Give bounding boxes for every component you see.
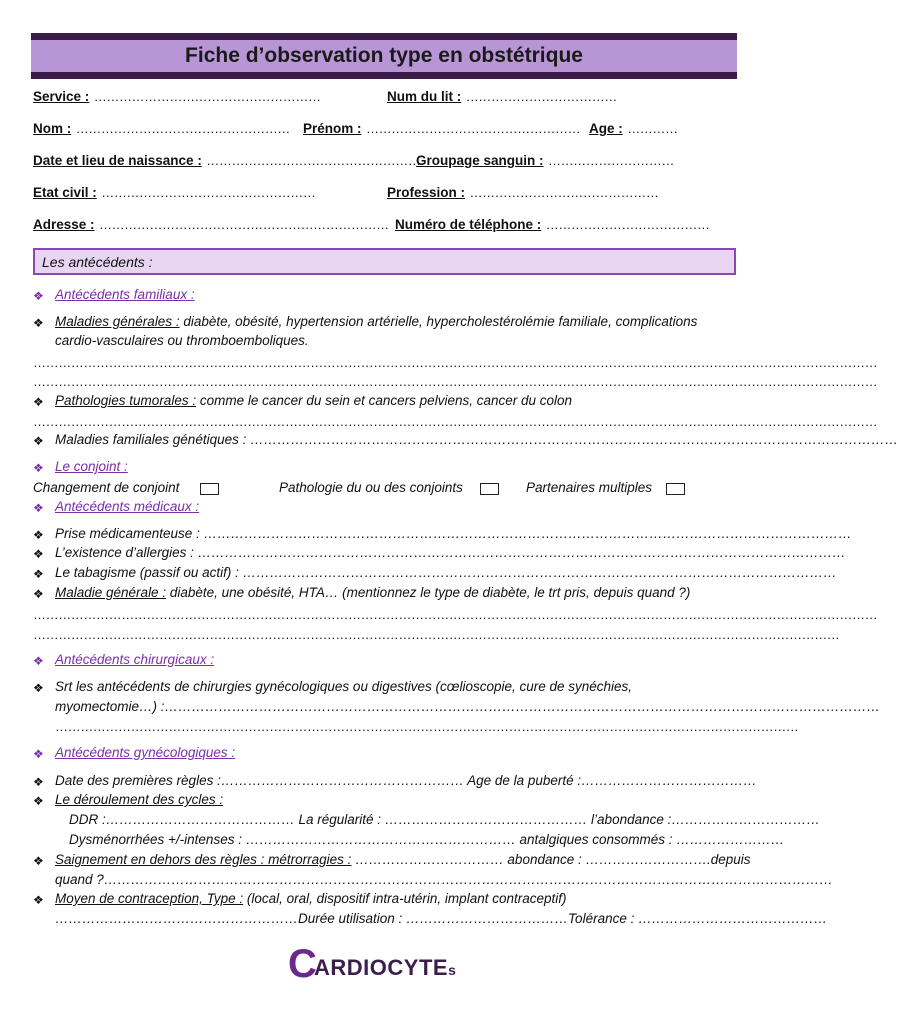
conjoint-pathologie-checkbox[interactable]	[480, 483, 499, 495]
chirurgicaux-text-2[interactable]: myomectomie…) :……………………………………………………………………………………………………………………………………………	[55, 699, 881, 714]
telephone-label: Numéro de téléphone :	[395, 217, 542, 232]
groupage-field[interactable]	[416, 152, 674, 170]
prenom-label: Prénom :	[303, 121, 362, 136]
contraception-text-2[interactable]: ………………………………………………Durée utilisation : ………………………………Tolérance : ……………………………………	[55, 911, 828, 926]
diamond-bullet-icon: ❖	[33, 654, 44, 668]
maladies-generales-text2: cardio-vasculaires ou thromboemboliques.	[55, 333, 309, 348]
diamond-bullet-icon: ❖	[33, 681, 44, 695]
naissance-field[interactable]	[33, 152, 420, 170]
naissance-dots: ……………………………………………	[206, 153, 421, 168]
page-title: Fiche d’observation type en obstétrique	[185, 44, 583, 67]
logo-wordmark-s: s	[448, 962, 457, 978]
maladies-generales-text: diabète, obésité, hypertension artérielle, hypercholestérolémie familiale, complications	[179, 314, 698, 329]
conjoint-option-1-label: Changement de conjoint	[33, 480, 180, 495]
profession-dots: ………………………………………	[469, 185, 659, 200]
age-dots: …………	[627, 121, 678, 136]
maladie-generale-text: diabète, une obésité, HTA… (mentionnez le type de diabète, le trt pris, depuis quand ?)	[166, 585, 691, 600]
maladies-generales-line	[55, 314, 697, 329]
title-bar-bottom	[31, 72, 737, 79]
profession-field[interactable]	[387, 184, 658, 202]
etat-civil-dots: ……………………………………………	[101, 185, 316, 200]
saignement-line[interactable]	[55, 852, 751, 867]
diamond-bullet-icon: ❖	[33, 461, 44, 475]
maladie-generale-label: Maladie générale :	[55, 585, 167, 600]
medicaux-dots-line-1[interactable]: …………………………………………………………………………………………………………………………………………………………………………………	[33, 607, 878, 622]
conjoint-change-checkbox[interactable]	[200, 483, 219, 495]
pathologies-tumorales-text: comme le cancer du sein et cancers pelviens, cancer du colon	[196, 393, 573, 408]
conjoint-title: Le conjoint :	[55, 459, 128, 474]
ddr-line[interactable]: DDR :…………………………………… La régularité : ……………………………………… l’abondance :……………………………	[69, 812, 820, 827]
adresse-field[interactable]	[33, 216, 389, 234]
tabagisme-line[interactable]: Le tabagisme (passif ou actif) : ……………………………………………………………………………………………………………………	[55, 565, 837, 580]
service-field[interactable]	[33, 88, 321, 106]
medicaux-title: Antécédents médicaux :	[55, 499, 200, 514]
pathologies-tumorales-label: Pathologies tumorales :	[55, 393, 197, 408]
diamond-bullet-icon: ❖	[33, 434, 44, 448]
telephone-field[interactable]	[395, 216, 710, 234]
antecedents-header	[33, 248, 736, 275]
allergies-line[interactable]: L’existence d’allergies : ………………………………………………………………………………………………………………………………	[55, 545, 846, 560]
logo-letter-c: C	[288, 942, 317, 986]
diamond-bullet-icon: ❖	[33, 395, 44, 409]
cycles-label: Le déroulement des cycles :	[55, 792, 224, 807]
saignement-label: Saignement en dehors des règles : métrorragies :	[55, 852, 352, 867]
pathologies-tumorales-line	[55, 393, 572, 408]
premieres-regles-line[interactable]: Date des premières règles :……………………………………………… Age de la puberté :…………………………………	[55, 773, 757, 788]
num-lit-field[interactable]	[387, 88, 617, 106]
service-dots: ………………………………………………	[93, 89, 321, 104]
saignement-text: …………………………… abondance : ……………………….depuis	[351, 852, 751, 867]
saignement-text-2[interactable]: quand ?………………………………………………………………………………………………………………………………………………	[55, 872, 833, 887]
prenom-field[interactable]	[303, 120, 580, 138]
profession-label: Profession :	[387, 185, 466, 200]
chirurgicaux-dots-line[interactable]: ……………………………………………………………………………………………………………………………………………………………	[55, 719, 799, 734]
adresse-label: Adresse :	[33, 217, 95, 232]
nom-dots: ……………………………………………	[75, 121, 290, 136]
diamond-bullet-icon: ❖	[33, 854, 44, 868]
diamond-bullet-icon: ❖	[33, 794, 44, 808]
naissance-label: Date et lieu de naissance :	[33, 153, 202, 168]
nom-field[interactable]	[33, 120, 290, 138]
tumorales-dots-line[interactable]: …………………………………………………………………………………………………………………………………………………………………………………	[33, 414, 878, 429]
adresse-dots: ……………………………………………………………	[98, 217, 389, 232]
groupage-label: Groupage sanguin :	[416, 153, 544, 168]
conjoint-option-2-label: Pathologie du ou des conjoints	[279, 480, 463, 495]
prenom-dots: ……………………………………………	[365, 121, 581, 136]
conjoint-partenaires-checkbox[interactable]	[666, 483, 685, 495]
age-label: Age :	[589, 121, 623, 136]
num-lit-label: Num du lit :	[387, 89, 462, 104]
service-label: Service :	[33, 89, 90, 104]
logo-wordmark	[314, 955, 456, 981]
nom-label: Nom :	[33, 121, 72, 136]
cardiocytes-logo	[288, 944, 458, 984]
maladie-generale-line	[55, 585, 690, 600]
prise-medicamenteuse-line[interactable]: Prise médicamenteuse : ………………………………………………………………………………………………………………………………	[55, 526, 852, 541]
diamond-bullet-icon: ❖	[33, 587, 44, 601]
age-field[interactable]	[589, 120, 678, 138]
telephone-dots: …………………………………	[545, 217, 710, 232]
gynecologiques-title: Antécédents gynécologiques :	[55, 745, 236, 760]
diamond-bullet-icon: ❖	[33, 501, 44, 515]
maladies-generales-label: Maladies générales :	[55, 314, 180, 329]
diamond-bullet-icon: ❖	[33, 547, 44, 561]
contraception-text: (local, oral, dispositif intra-utérin, implant contraceptif)	[243, 891, 567, 906]
diamond-bullet-icon: ❖	[33, 893, 44, 907]
familiaux-dots-line-2[interactable]: …………………………………………………………………………………………………………………………………………………………………………………	[33, 374, 878, 389]
contraception-label: Moyen de contraception, Type :	[55, 891, 244, 906]
diamond-bullet-icon: ❖	[33, 775, 44, 789]
antecedents-header-label: Les antécédents :	[42, 254, 153, 270]
diamond-bullet-icon: ❖	[33, 316, 44, 330]
title-band	[31, 33, 737, 79]
title-bar-top	[31, 33, 737, 40]
diamond-bullet-icon: ❖	[33, 289, 44, 303]
contraception-line	[55, 891, 567, 906]
dysmenorrhees-line[interactable]: Dysménorrhées +/-intenses : …………………………………………………… antalgiques consommés : ……………………	[69, 832, 785, 847]
familiaux-dots-line-1[interactable]: …………………………………………………………………………………………………………………………………………………………………………………	[33, 355, 878, 370]
chirurgicaux-text-1: Srt les antécédents de chirurgies gynécologiques ou digestives (cœlioscopie, cure de synéchies,	[55, 679, 633, 694]
conjoint-option-3-label: Partenaires multiples	[526, 480, 653, 495]
logo-wordmark-main: ARDIOCYTE	[314, 955, 449, 980]
diamond-bullet-icon: ❖	[33, 567, 44, 581]
maladies-genetiques-line[interactable]: Maladies familiales génétiques : ………………………………………………………………………………………………………………………………	[55, 432, 898, 447]
medicaux-dots-line-2[interactable]: …………………………………………………………………………………………………………………………………………………………………………	[33, 627, 840, 642]
num-lit-dots: ………………………………	[465, 89, 617, 104]
etat-civil-field[interactable]	[33, 184, 315, 202]
diamond-bullet-icon: ❖	[33, 747, 44, 761]
diamond-bullet-icon: ❖	[33, 528, 44, 542]
chirurgicaux-title: Antécédents chirurgicaux :	[55, 652, 215, 667]
groupage-dots: …………………………	[547, 153, 674, 168]
etat-civil-label: Etat civil :	[33, 185, 97, 200]
familiaux-title: Antécédents familiaux :	[55, 287, 195, 302]
